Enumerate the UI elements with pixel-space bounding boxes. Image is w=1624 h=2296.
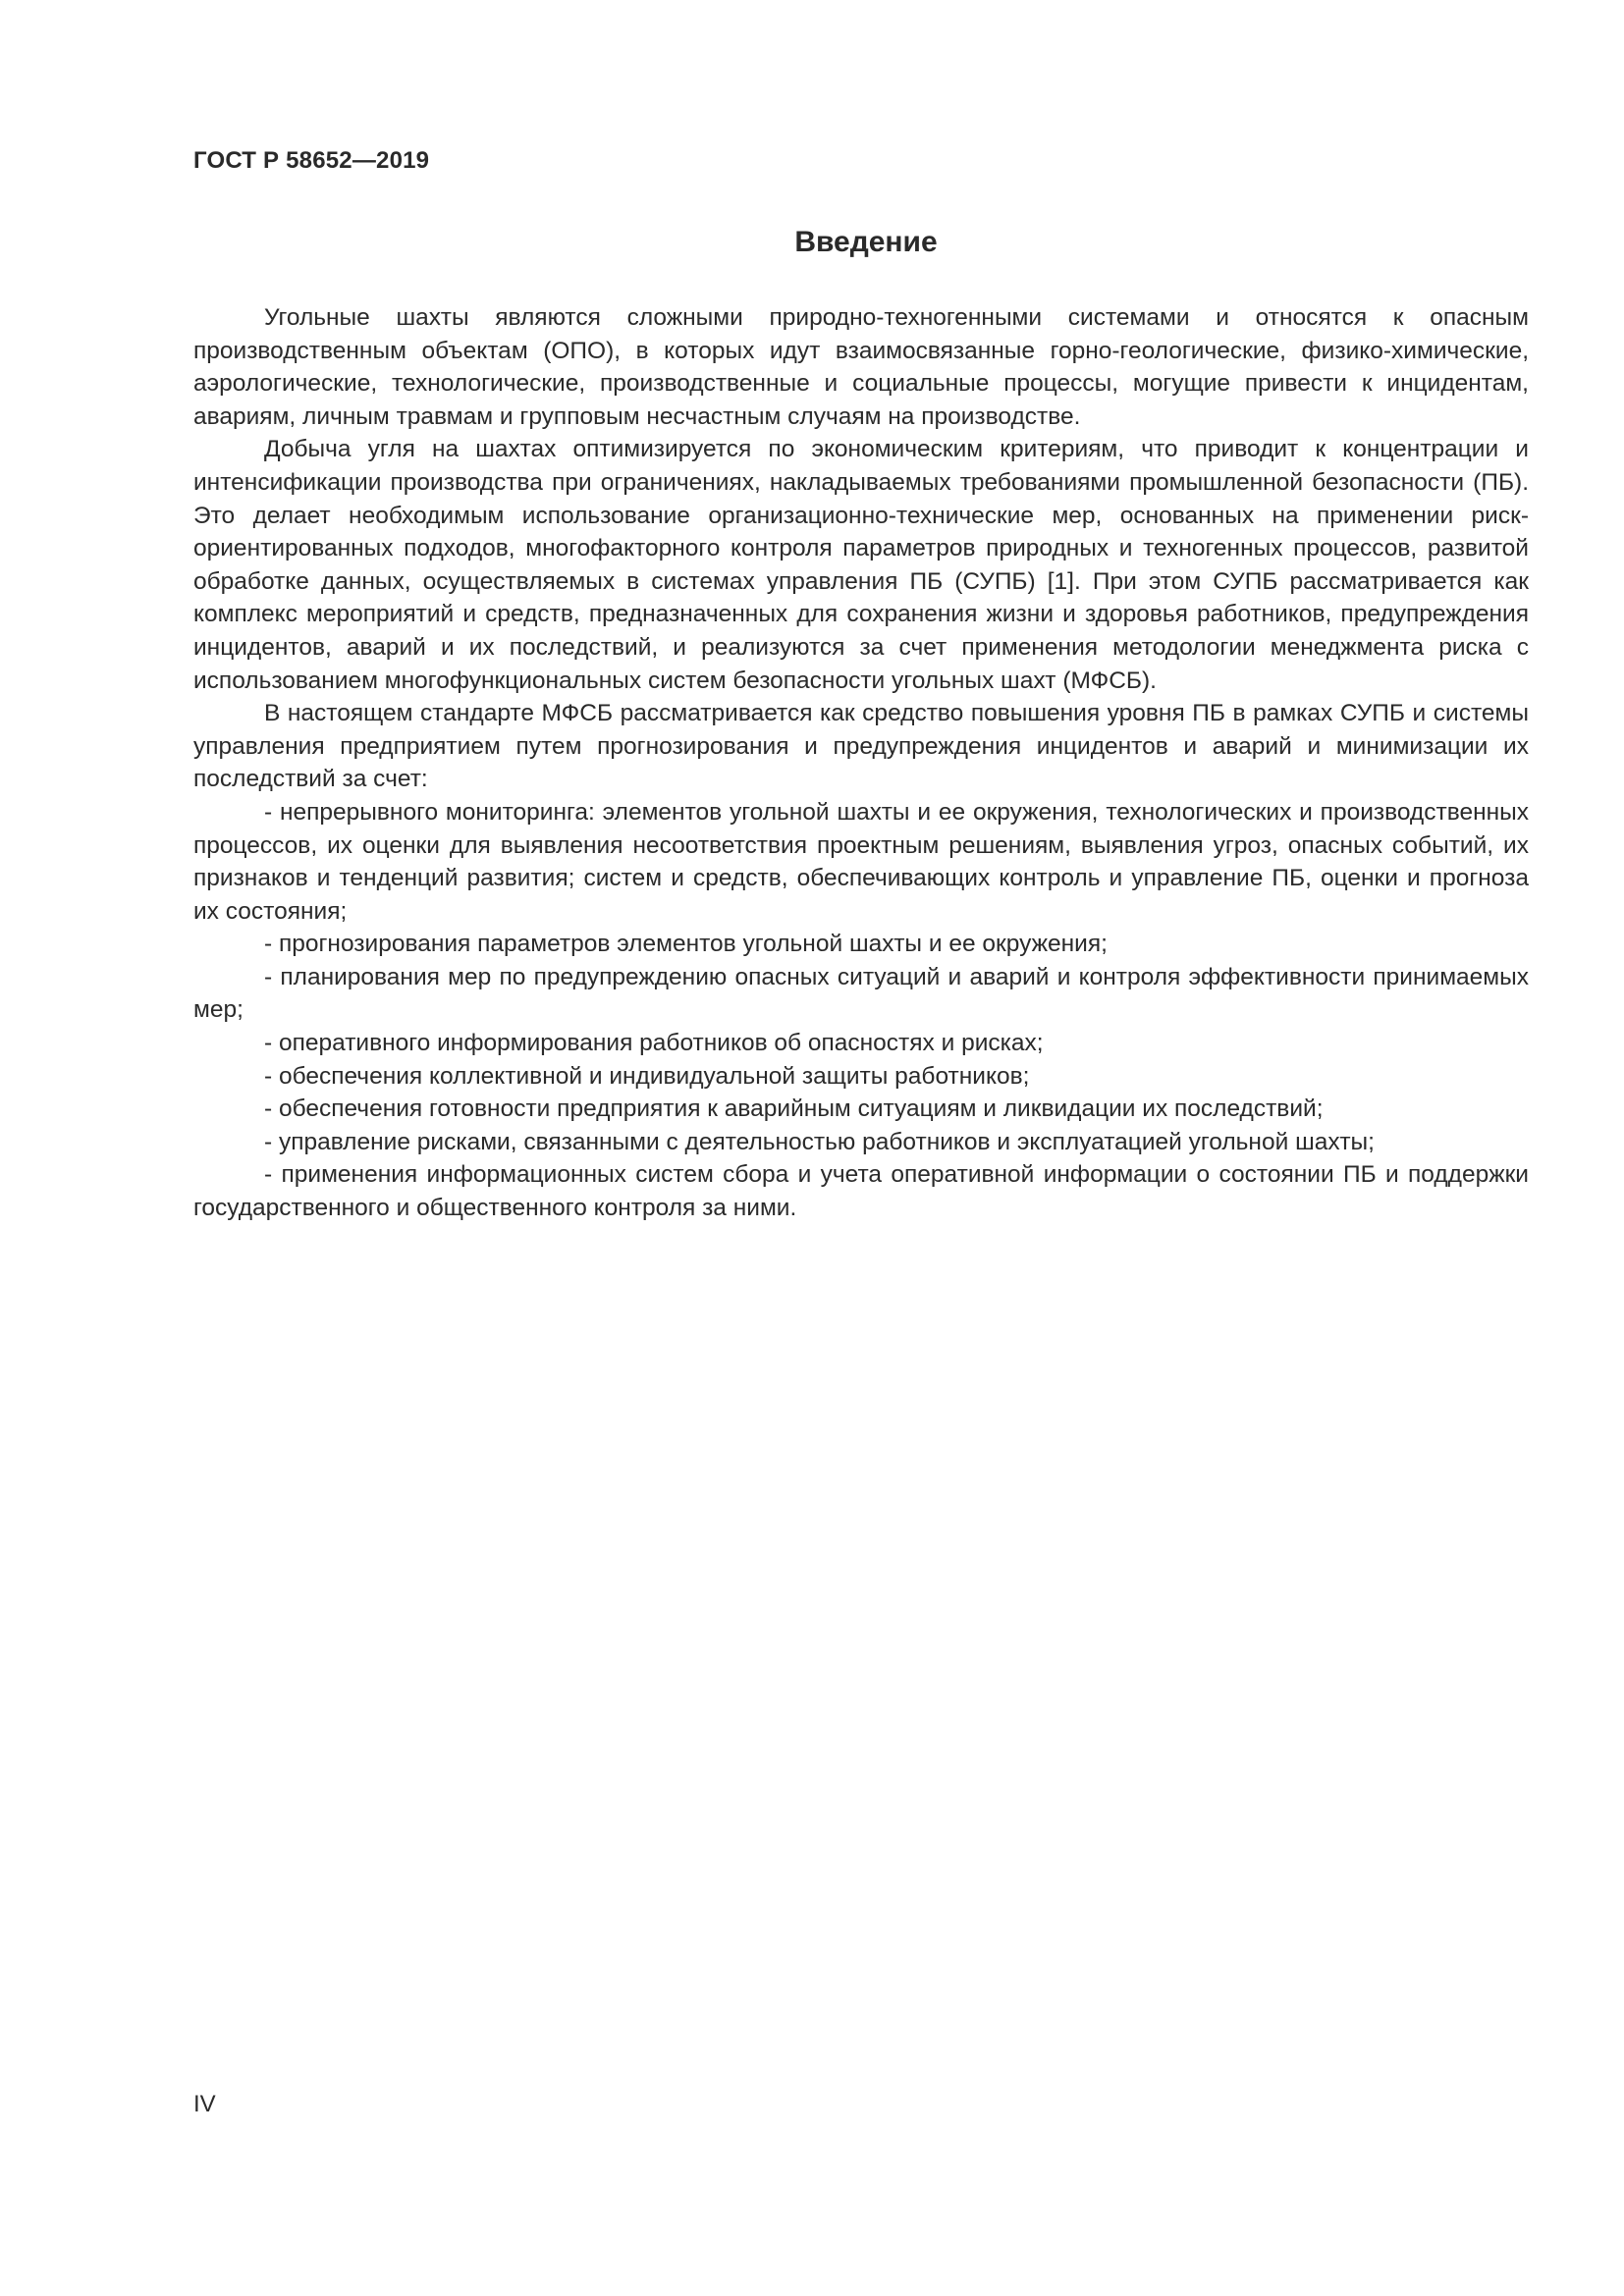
paragraph-1: Угольные шахты являются сложными природно-техногенными системами и относятся к опасным производственным объектам (ОПО), в которых идут взаимосвязанные горно-геологические, физико-химические, аэрологические, технологические, производственные и социальные процессы, могущие привести к инцидентам, авариям, личным травмам и групповым несчастным случаям на производстве. <box>193 304 1529 430</box>
list-item-forecasting: - прогнозирования параметров элементов угольной шахты и ее окружения; <box>264 931 1108 958</box>
standard-id-header: ГОСТ Р 58652—2019 <box>193 147 430 174</box>
list-item-planning: - планирования мер по предупреждению опасных ситуаций и аварий и контроля эффективности принимаемых мер; <box>193 963 1529 1024</box>
page-number: IV <box>193 2091 216 2117</box>
list-item-readiness: - обеспечения готовности предприятия к аварийным ситуациям и ликвидации их последствий; <box>264 1095 1324 1123</box>
paragraph-2: Добыча угля на шахтах оптимизируется по экономическим критериям, что приводит к концентрации и интенсификации производства при ограничениях, накладываемых требованиями промышленной безопасности (ПБ). Это делает необходимым использование организационно-технические мер, основанных на применении риск-ориентированных подходов, многофакторного контроля параметров природных и техногенных процессов, развитой обработке данных, осуществляемых в системах управления ПБ (СУПБ) [1]. При этом СУПБ рассматривается как комплекс мероприятий и средств, предназначенных для сохранения жизни и здоровья работников, предупреждения инцидентов, аварий и их последствий, и реализуются за счет применения методологии менеджмента риска с использованием многофункциональных систем безопасности угольных шахт (МФСБ). <box>193 436 1529 694</box>
list-item-risk-management: - управление рисками, связанными с деятельностью работников и эксплуатацией угольной шахты; <box>264 1128 1375 1155</box>
list-item-informing: - оперативного информирования работников об опасностях и рисках; <box>264 1030 1044 1057</box>
list-item-information-systems: - применения информационных систем сбора и учета оперативной информации о состоянии ПБ и поддержки государственного и общественного контроля за ними. <box>193 1161 1529 1222</box>
paragraph-3: В настоящем стандарте МФСБ рассматривается как средство повышения уровня ПБ в рамках СУПБ и системы управления предприятием путем прогнозирования и предупреждения инцидентов и аварий и минимизации их последствий за счет: <box>193 700 1529 793</box>
document-body <box>193 301 1529 1225</box>
section-title: Введение <box>794 226 938 258</box>
list-item-monitoring: - непрерывного мониторинга: элементов угольной шахты и ее окружения, технологических и производственных процессов, их оценки для выявления несоответствия проектным решениям, выявления угроз, опасных событий, их признаков и тенденций развития; систем и средств, обеспечивающих контроль и управление ПБ, оценки и прогноза их состояния; <box>193 798 1529 925</box>
list-item-protection: - обеспечения коллективной и индивидуальной защиты работников; <box>264 1062 1030 1090</box>
